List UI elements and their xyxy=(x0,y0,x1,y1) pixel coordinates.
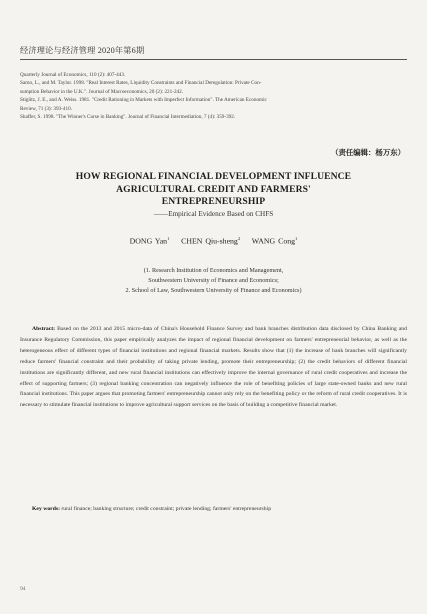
abstract-label: Abstract: xyxy=(32,326,56,332)
author-affil-mark: 2 xyxy=(237,236,241,241)
author-affil-mark: 1 xyxy=(167,236,170,241)
affiliation-line: 2. School of Law, Southwestern University of Finance and Economics) xyxy=(125,287,302,295)
author-name: CHEN Qiu-sheng xyxy=(181,236,238,246)
keywords-label: Key words: xyxy=(32,506,60,512)
affiliation-line: Southwestern University of Finance and Economics; xyxy=(148,277,279,285)
affiliation-line: (1. Research Institution of Economics and Management, xyxy=(143,267,284,274)
abstract xyxy=(20,324,407,411)
title-line: AGRICULTURAL CREDIT AND FARMERS' xyxy=(116,183,311,195)
title-line: ENTREPRENEURSHIP xyxy=(161,196,266,208)
reference-line: sumption Behavior in the U.K.". Journal of Macroeconomics, 20 (2): 221-242. xyxy=(20,88,184,95)
affiliations xyxy=(20,266,407,297)
author-name: WANG Cong xyxy=(251,236,296,246)
references-list xyxy=(20,71,407,121)
author-name: DONG Yan xyxy=(129,236,168,246)
author-affil-mark: 1 xyxy=(295,236,298,241)
keywords xyxy=(20,504,407,515)
author-list xyxy=(20,236,407,246)
reference-line: Quarterly Journal of Economics, 110 (2): 407-443. xyxy=(20,72,126,78)
title-line: HOW REGIONAL FINANCIAL DEVELOPMENT INFLUENCE xyxy=(75,171,352,182)
page-number: 94 xyxy=(20,586,26,592)
reference-line: Review, 71 (3): 393-410. xyxy=(20,105,72,112)
keywords-text: rural finance; banking structure; credit constraint; private lending; farmers' entrepreneurship xyxy=(61,506,272,512)
reference-line: Shaffer, S. 1998. "The Winner's Curse in Banking". Journal of Financial Intermediation, 7 (4): 359-392. xyxy=(20,114,236,121)
reference-line: Sarno, L., and M. Taylor. 1998. "Real Interest Rates, Liquidity Constraints and Financial Deregulation: Private Con- xyxy=(20,80,262,87)
reference-line: Stiglitz, J. E., and A. Weiss. 1981. "Credit Rationing in Markets with Imperfect Information". The American Economic xyxy=(20,97,267,104)
paper-title xyxy=(20,171,407,209)
abstract-text: Based on the 2013 and 2015 micro-data of China's Household Finance Survey and bank branches distribution data disclosed by China Banking and Insurance Regulatory Commission, this paper empirically analyzes the impact of regional financial development on farmers' entrepreneurial behavior, as well as the heterogeneous effect of different types of financial institutions and regional financial markets. Results show that (1) the increase of bank branches will significantly reduce farmers' financial constraint and their probability of taking private lending, promote their entrepreneurship; (2) the credit behaviors of different financial institutions are significantly different, and new rural financial institutions can effectively improve the internal governance of rural credit cooperatives and increase the effect of supporting farmers; (3) regional banking concentration can negatively influence the role of benefiting policies of large state-owned banks and new rural financial institutions. This paper argues that promoting farmers' entrepreneurship cannot only rely on the benefiting policy or the reform of rural credit cooperatives. It is necessary to stimulate financial institutions to improve agricultural support services on the basis of building a competitive financial market. xyxy=(20,326,407,409)
journal-header: 经济理论与经济管理 2020年第6期 xyxy=(20,45,407,60)
responsible-editor: （责任编辑：杨万东） xyxy=(331,148,405,157)
paper-subtitle: ——Empirical Evidence Based on CHFS xyxy=(153,210,274,218)
